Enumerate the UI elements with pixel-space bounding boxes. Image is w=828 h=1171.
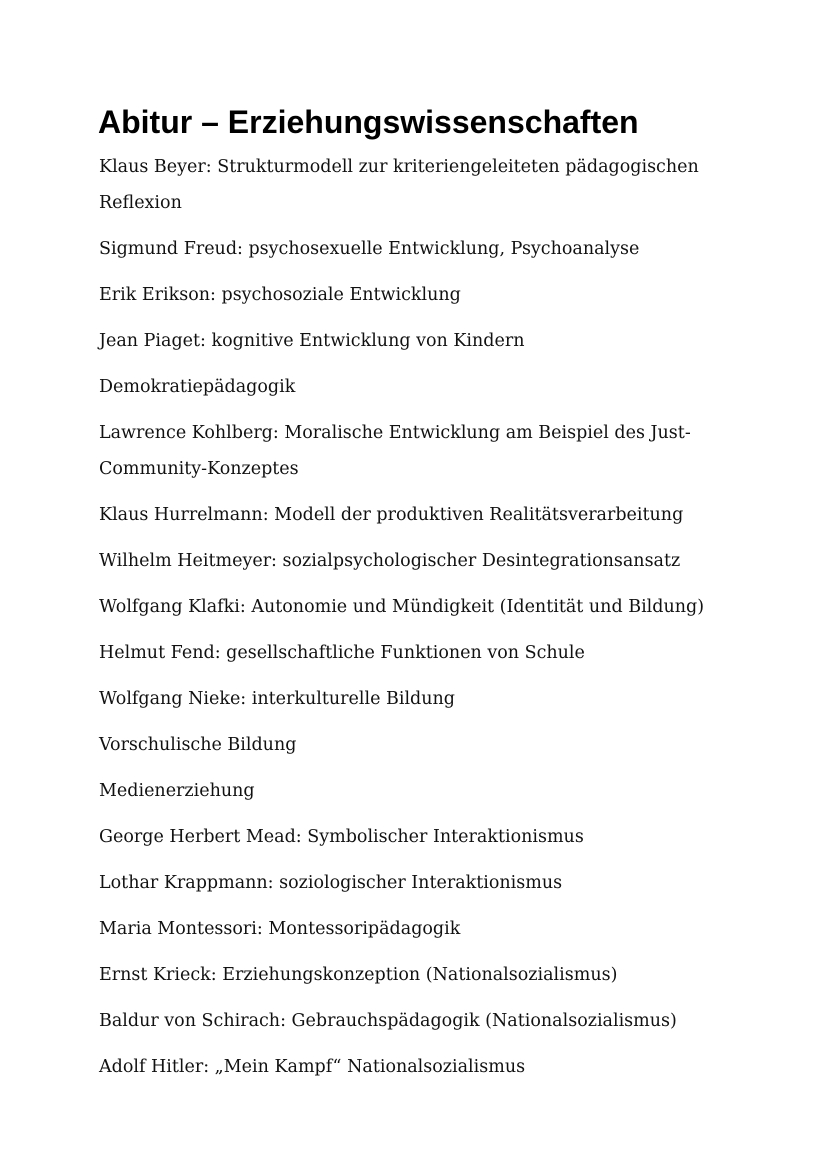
topic-item [99, 635, 739, 671]
topic-item [99, 323, 739, 359]
topic-line: Sigmund Freud: psychosexuelle Entwicklung, Psychoanalyse [99, 239, 640, 259]
topic-item [99, 957, 739, 993]
topic-line: Helmut Fend: gesellschaftliche Funktionen von Schule [99, 643, 585, 663]
topic-item [99, 773, 739, 809]
topic-line: George Herbert Mead: Symbolischer Interaktionismus [99, 827, 584, 847]
topic-line: Lothar Krappmann: soziologischer Interaktionismus [99, 873, 563, 893]
topic-line: Adolf Hitler: „Mein Kampf“ Nationalsozialismus [99, 1057, 526, 1077]
topic-item [99, 149, 739, 221]
topic-line: Jean Piaget: kognitive Entwicklung von Kindern [99, 331, 525, 351]
topic-item [99, 819, 739, 855]
topic-line: Klaus Hurrelmann: Modell der produktiven Realitätsverarbeitung [99, 505, 684, 525]
topic-line: Vorschulische Bildung [99, 735, 297, 755]
topic-item [99, 369, 739, 405]
topic-line: Wolfgang Klafki: Autonomie und Mündigkeit (Identität und Bildung) [99, 597, 705, 617]
topic-line-continued: Reflexion [99, 193, 182, 213]
topic-line: Medienerziehung [99, 781, 255, 801]
topic-line: Baldur von Schirach: Gebrauchspädagogik (Nationalsozialismus) [99, 1011, 677, 1031]
topic-item [99, 277, 739, 313]
topic-line: Wolfgang Nieke: interkulturelle Bildung [99, 689, 455, 709]
topic-line-continued: Community-Konzeptes [99, 459, 299, 479]
topic-item [99, 727, 739, 763]
topic-item [99, 1049, 739, 1085]
topic-line: Klaus Beyer: Strukturmodell zur kriteriengeleiteten pädagogischen [99, 157, 699, 177]
topic-item [99, 543, 739, 579]
topic-line: Demokratiepädagogik [99, 377, 296, 397]
topic-item [99, 231, 739, 267]
topic-line: Ernst Krieck: Erziehungskonzeption (Nationalsozialismus) [99, 965, 618, 985]
page-title: Abitur – Erziehungswissenschaften [98, 104, 639, 140]
topic-item [99, 1003, 739, 1039]
topic-item [99, 911, 739, 947]
topic-item [99, 497, 739, 533]
topic-line: Maria Montessori: Montessoripädagogik [99, 919, 461, 939]
topic-list [99, 149, 739, 1095]
topic-item [99, 415, 739, 487]
topic-item [99, 865, 739, 901]
topic-line: Wilhelm Heitmeyer: sozialpsychologischer Desintegrationsansatz [99, 551, 681, 571]
topic-item [99, 589, 739, 625]
topic-line: Erik Erikson: psychosoziale Entwicklung [99, 285, 461, 305]
topic-item [99, 681, 739, 717]
topic-line: Lawrence Kohlberg: Moralische Entwicklung am Beispiel des Just- [99, 423, 691, 443]
